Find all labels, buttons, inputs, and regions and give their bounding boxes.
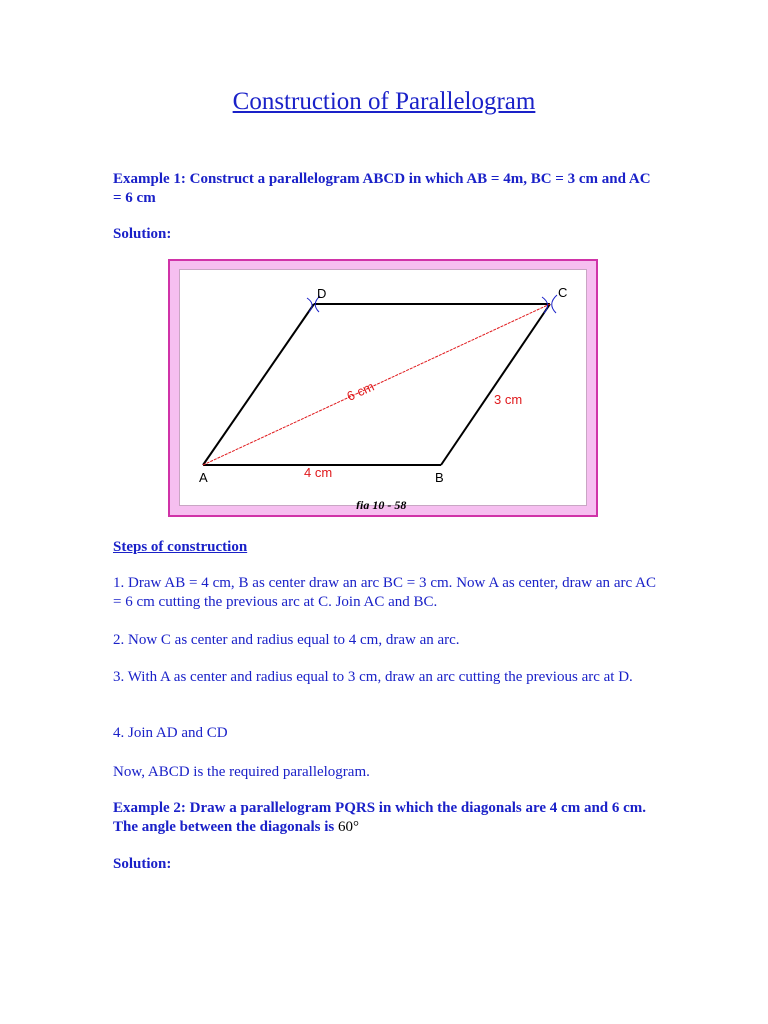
parallelogram-diagram: [180, 270, 590, 509]
figure-frame: [168, 259, 598, 517]
side-ad: [203, 304, 314, 465]
figure-canvas: [179, 269, 587, 509]
example2-solution-label: Solution:: [113, 856, 172, 872]
example1-question: Example 1: Construct a parallelogram ABCD in which AB = 4m, BC = 3 cm and AC = 6 cm: [113, 171, 651, 206]
side-bc: [441, 304, 550, 465]
point-label-d: D: [317, 286, 327, 301]
example2-question-text: Example 2: Draw a parallelogram PQRS in which the diagonals are 4 cm and 6 cm. The angle between the diagonals is: [113, 800, 647, 835]
example1-solution-label: Solution:: [113, 226, 172, 242]
measure-bc: 3 cm: [494, 392, 523, 407]
step-1: 1. Draw AB = 4 cm, B as center draw an arc BC = 3 cm. Now A as center, draw an arc AC = 6 cm cutting the previous arc at C. Join AC and BC.: [113, 575, 656, 610]
example2-angle: 60°: [338, 819, 360, 835]
point-label-c: C: [558, 285, 568, 300]
page-title: Construction of Parallelogram: [232, 88, 536, 115]
measure-ac: 6 cm: [344, 378, 377, 404]
point-label-b: B: [435, 470, 444, 485]
step-4: 4. Join AD and CD: [113, 725, 228, 741]
conclusion: Now, ABCD is the required parallelogram.: [113, 764, 370, 780]
steps-heading: Steps of construction: [113, 539, 248, 555]
figure-caption: fig 10 - 58: [356, 498, 407, 509]
point-label-a: A: [199, 470, 208, 485]
step-3: 3. With A as center and radius equal to 3 cm, draw an arc cutting the previous arc at D.: [113, 669, 633, 685]
measure-ab: 4 cm: [304, 465, 333, 480]
example2-question: [113, 799, 656, 837]
step-2: 2. Now C as center and radius equal to 4 cm, draw an arc.: [113, 632, 460, 648]
diagonal-ac: [203, 304, 550, 465]
